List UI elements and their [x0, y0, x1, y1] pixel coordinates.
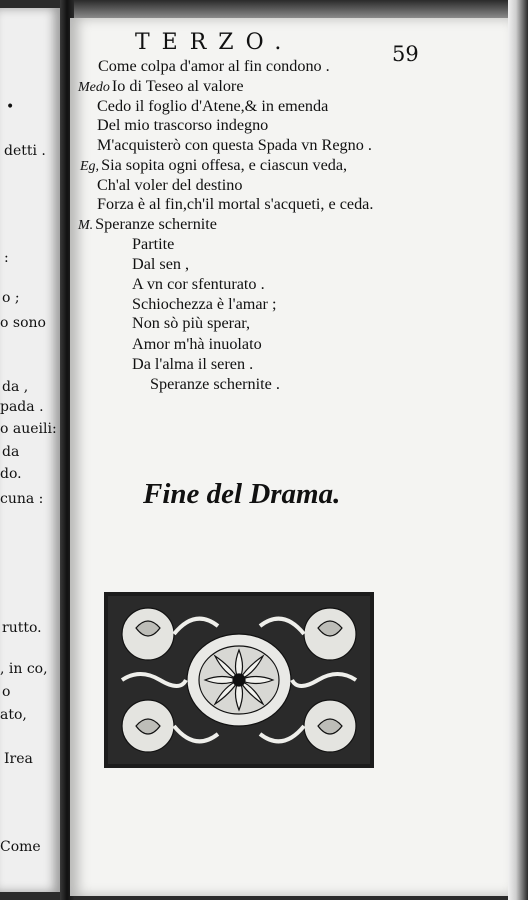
speaker-name: Eg, — [80, 159, 100, 174]
left-fragment: Irea — [4, 751, 33, 767]
running-header: TERZO. — [135, 30, 294, 55]
floral-woodcut-ornament-icon — [100, 588, 378, 772]
verse-text: Dal sen , — [132, 255, 190, 273]
left-fragment: Come — [0, 839, 41, 855]
left-fragment: detti . — [4, 143, 46, 159]
left-fragment: o aueili: — [0, 421, 57, 437]
verse-text: A vn cor sfenturato . — [132, 275, 265, 293]
text-line — [98, 58, 330, 74]
text-line — [132, 276, 265, 292]
left-facing-page — [0, 8, 60, 892]
text-line — [97, 117, 268, 133]
text-line — [132, 356, 253, 372]
verse-text: Partite — [132, 235, 175, 253]
text-line — [97, 98, 328, 114]
text-line — [78, 78, 244, 95]
book-top-edge — [60, 0, 528, 18]
speaker-name: M. — [78, 218, 94, 233]
page-right-edge — [508, 0, 528, 900]
text-line — [97, 137, 372, 153]
left-fragment: rutto. — [2, 620, 42, 636]
left-fragment: da — [2, 444, 20, 460]
page-number: 59 — [392, 42, 419, 66]
left-fragment: pada . — [0, 399, 44, 415]
verse-text: Schiochezza è l'amar ; — [132, 295, 277, 313]
verse-text: Non sò più sperar, — [132, 314, 251, 332]
left-fragment: : — [4, 250, 9, 266]
text-line — [97, 196, 373, 212]
left-fragment: da , — [2, 379, 29, 395]
text-line — [132, 296, 276, 312]
verse-text: M'acquisterò con questa Spada vn Regno . — [97, 136, 372, 154]
left-fragment: cuna : — [0, 491, 44, 507]
speaker-name: Medo — [78, 80, 110, 95]
verse-text: Cedo il foglio d'Atene,& in emenda — [97, 97, 329, 115]
left-fragment: • — [6, 99, 15, 115]
verse-text: Forza è al fin,ch'il mortal s'acqueti, e ceda. — [97, 195, 374, 213]
text-line — [78, 216, 217, 233]
left-fragment: ato, — [0, 707, 27, 723]
text-line — [132, 236, 174, 252]
verse-text: Sia sopita ogni offesa, e ciascun veda, — [101, 156, 348, 174]
left-fragment: o ; — [2, 290, 20, 306]
verse-text: Io di Teseo al valore — [111, 77, 244, 95]
verse-text: Ch'al voler del destino — [97, 176, 243, 194]
verse-text: Del mio trascorso indegno — [97, 116, 269, 134]
left-fragment: do. — [0, 466, 22, 482]
closing-title: Fine del Drama. — [143, 478, 341, 510]
left-fragment: , in co, — [0, 661, 48, 677]
text-line — [97, 177, 242, 193]
verse-text: Come colpa d'amor al fin condono . — [98, 57, 330, 75]
text-line — [150, 376, 280, 392]
text-line — [132, 315, 250, 331]
text-line — [80, 157, 347, 174]
left-fragment: o sono — [0, 315, 46, 331]
verse-text: Speranze schernite — [95, 215, 217, 233]
text-line — [132, 256, 189, 272]
left-fragment: o — [2, 684, 11, 700]
verse-text: Amor m'hà inuolato — [132, 335, 262, 353]
text-line — [132, 336, 262, 352]
verse-text: Da l'alma il seren . — [132, 355, 254, 373]
verse-text: Speranze schernite . — [150, 375, 280, 393]
